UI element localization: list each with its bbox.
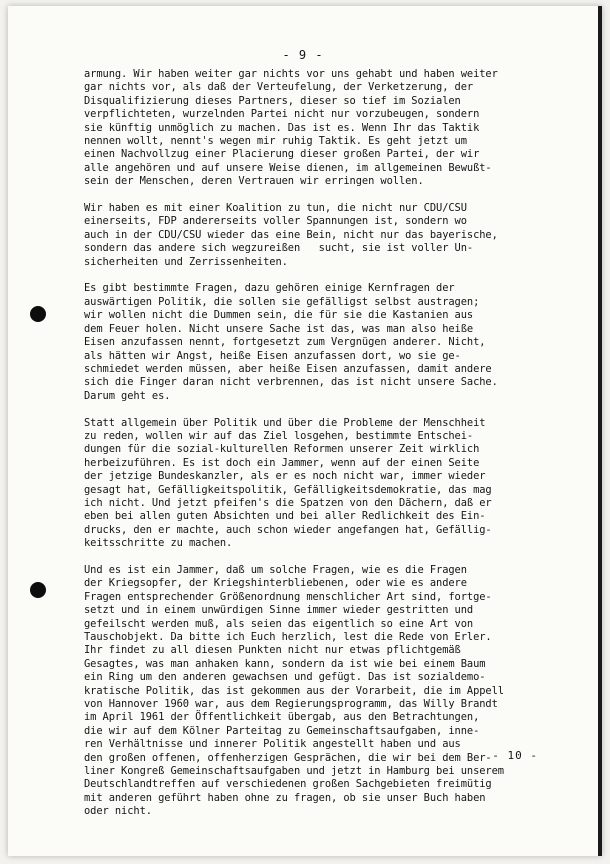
text-line: im April 1961 der Öffentlichkeit übergab, aus den Betrachtungen, [84,711,480,724]
text-line: verpflichteten, wurzelnden Partei nicht nur vorzubeugen, sondern [84,108,480,121]
text-line: sie künftig unmöglich zu machen. Das ist es. Wenn Ihr das Taktik [84,121,480,134]
text-line: sich die Finger daran nicht verbrennen, das ist nicht unsere Sache. [84,376,498,389]
text-line: der jetzige Bundeskanzler, als er es noch nicht war, immer wieder [84,470,486,483]
text-line: liner Kongreß Gemeinschaftsaufgaben und jetzt in Hamburg bei unserem [84,765,504,778]
page-number: - 9 - [282,48,324,62]
document-page [8,6,602,856]
text-line: zu reden, wollen wir auf das Ziel losgehen, bestimmte Entschei- [84,429,474,442]
text-line: Und es ist ein Jammer, daß um solche Fragen, wie es die Fragen [84,563,467,576]
text-line: Eisen anzufassen nennt, fortgesetzt zum Vergnügen anderer. Nicht, [84,336,486,349]
text-line: Deutschlandtreffen auf verschiedenen großen Sachgebieten freimütig [84,778,492,791]
text-line: herbeizuführen. Es ist doch ein Jammer, wenn auf der einen Seite [84,456,480,469]
text-line: sein der Menschen, deren Vertrauen wir erringen wollen. [84,175,424,188]
text-line: Gesagtes, was man anhaken kann, sondern da ist wie bei einem Baum [84,657,486,670]
text-line: sondern das andere sich wegzureißen sucht, sie ist voller Un- [84,242,474,255]
text-line: Wir haben es mit einer Koalition zu tun, die nicht nur CDU/CSU [84,202,467,215]
paragraph [84,564,564,819]
text-line: alle angehören und auf unsere Weise dienen, im allgemeinen Bewußt- [84,161,492,174]
text-line: armung. Wir haben weiter gar nichts vor uns gehabt und haben weiter [84,68,498,80]
text-line: dungen für die sozial-kulturellen Reformen unserer Zeit wirklich [84,443,480,456]
text-line: der Kriegsopfer, der Kriegshinterbliebenen, oder wie es andere [84,577,467,590]
text-line: keitsschritte zu machen. [84,537,233,550]
text-line: dem Feuer holen. Nicht unsere Sache ist das, was man also heiße [84,322,474,335]
text-line: wir wollen nicht die Dummen sein, die für sie die Kastanien aus [84,309,474,322]
text-line: gefeilscht werden muß, als seien das eigentlich so eine Art von [84,617,474,630]
text-line: einen Nachvollzug einer Placierung dieser großen Partei, der wir [84,148,480,161]
text-line: Disqualifizierung dieses Partners, dieser so tief im Sozialen [84,94,461,107]
text-line: eben bei allen guten Absichten und bei aller Redlichkeit des Ein- [84,510,486,523]
text-line: Ihr findet zu all diesen Punkten nicht nur etwas pflichtgemäß [84,644,461,657]
paragraph [84,68,564,189]
text-line: oder nicht. [84,805,152,818]
text-line: auch in der CDU/CSU wieder das eine Bein, nicht nur das bayerische, [84,228,498,241]
text-line: Statt allgemein über Politik und über die Probleme der Menschheit [84,416,486,429]
punch-hole-icon [30,582,46,598]
text-line: gesagt hat, Gefälligkeitspolitik, Gefälligkeitsdemokratie, das mag [84,483,492,496]
paragraph [84,282,564,403]
text-line: setzt und in einem unwürdigen Sinne immer wieder gestritten und [84,604,474,617]
text-line: Fragen entsprechender Größenordnung menschlicher Art sind, fortge- [84,590,492,603]
paragraph [84,202,564,269]
text-line: sicherheiten und Zerrissenheiten. [84,255,288,268]
text-line: Es gibt bestimmte Fragen, dazu gehören einige Kernfragen der [84,282,455,295]
text-line: Tauschobjekt. Da bitte ich Euch herzlich, lest die Rede von Erler. [84,631,492,643]
text-line: nennen wollt, nennt's wegen mir ruhig Taktik. Es geht jetzt um [84,135,467,148]
body-text [84,68,564,832]
text-line: auswärtigen Politik, die sollen sie gefälligst selbst austragen; [84,295,480,308]
text-line: einerseits, FDP andererseits voller Spannungen ist, sondern wo [84,215,467,228]
text-line: den großen offenen, offenherzigen Gesprächen, die wir bei dem Ber- [84,751,492,764]
text-line: gar nichts vor, als daß der Verteufelung, der Verketzerung, der [84,81,474,94]
text-line: ein Ring um den anderen gewachsen und gefügt. Das ist sozialdemo- [84,671,486,684]
text-line: ich nicht. Und jetzt pfeifen's die Spatzen von den Dächern, daß er [84,496,492,509]
punch-hole-icon [30,306,46,322]
text-line: drucks, den er machte, auch schon wieder angefangen hat, Gefällig- [84,523,492,536]
text-line: mit anderen geführt haben ohne zu fragen, ob sie unser Buch haben [84,791,486,804]
next-page-marker: - 10 - [492,749,538,762]
text-line: als hätten wir Angst, heiße Eisen anzufassen dort, wo sie ge- [84,349,461,362]
text-line: schmiedet werden müssen, aber heiße Eisen anzufassen, damit andere [84,362,492,375]
text-line: von Hannover 1960 war, aus dem Regierungsprogramm, das Willy Brandt [84,698,498,711]
paragraph [84,417,564,551]
text-line: die wir auf dem Kölner Parteitag zu Gemeinschaftsaufgaben, inne- [84,724,480,737]
text-line: ren Verhältnisse und innerer Politik angestellt haben und aus [84,738,461,751]
text-line: Darum geht es. [84,389,171,402]
text-line: kratische Politik, das ist gekommen aus der Vorarbeit, die im Appell [84,684,504,697]
